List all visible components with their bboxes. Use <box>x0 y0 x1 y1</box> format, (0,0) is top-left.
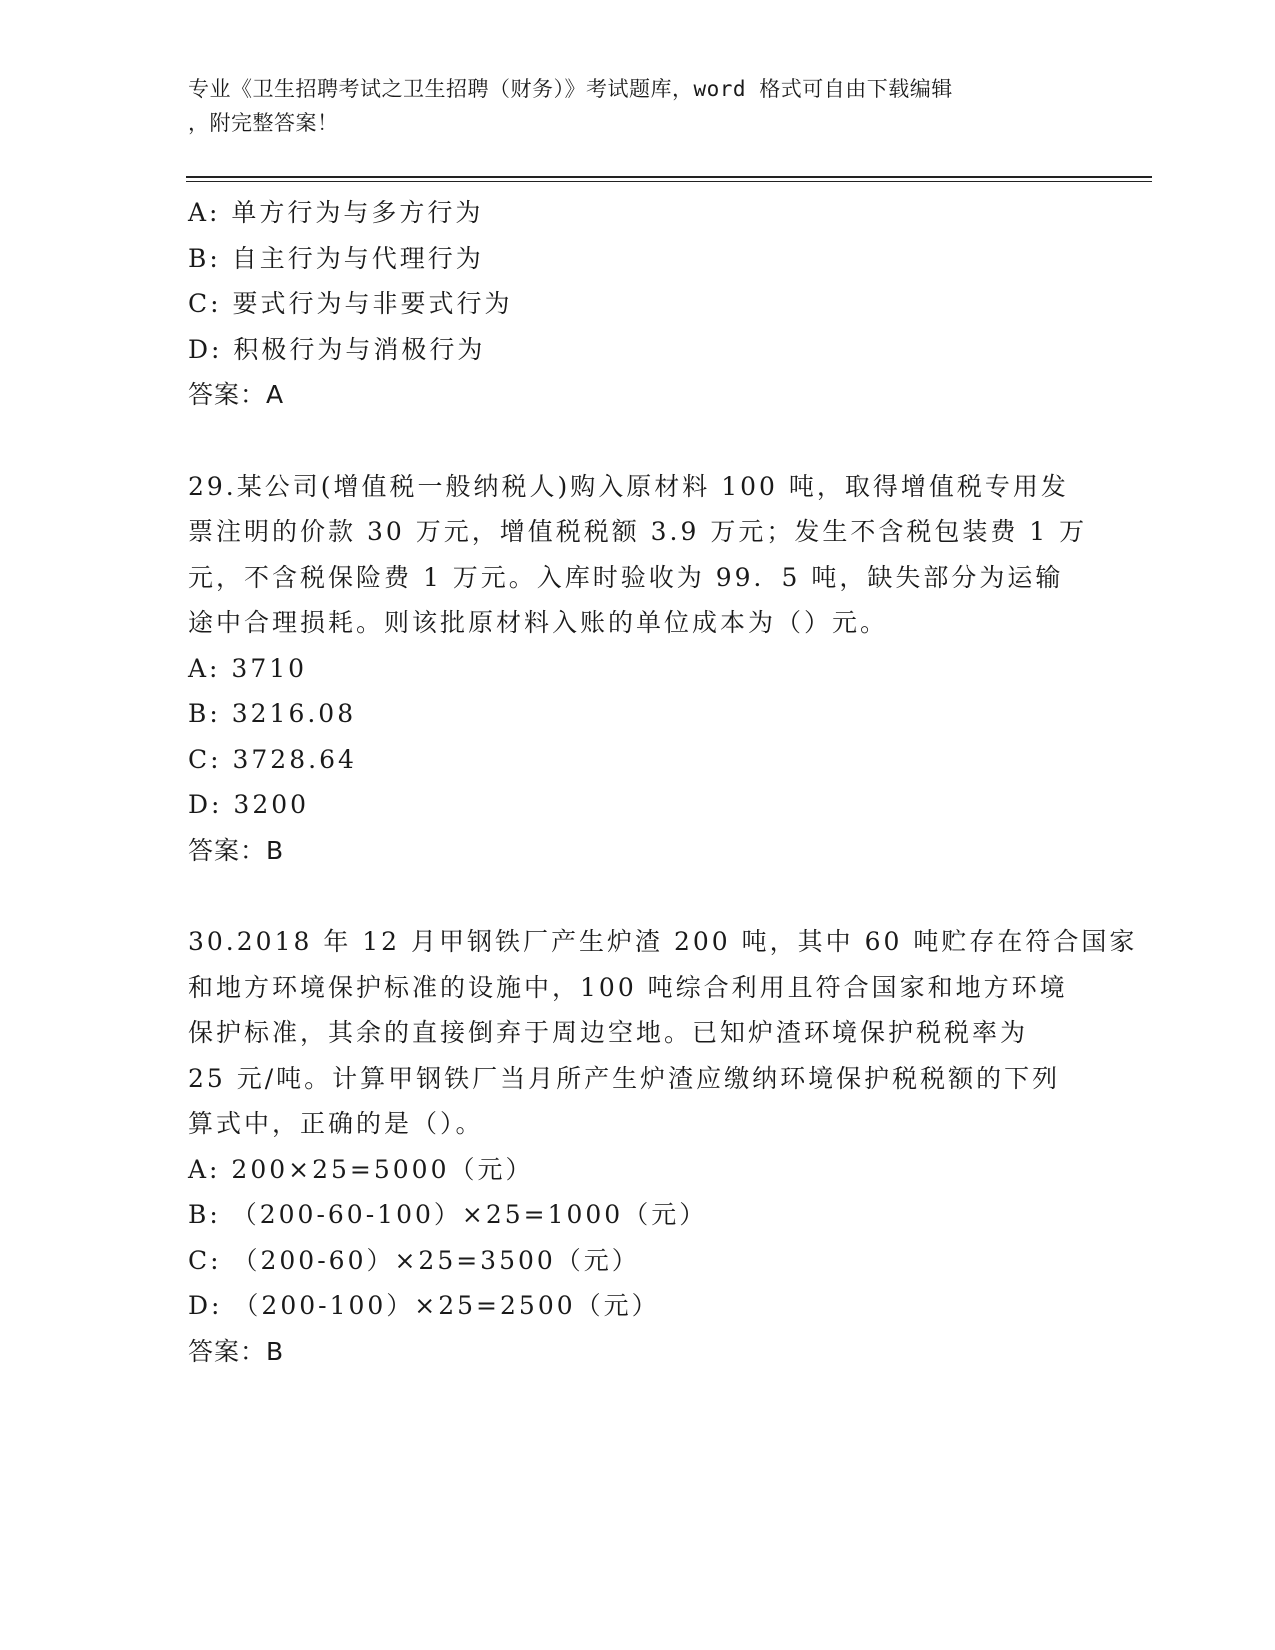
stem-line: 票注明的价款 30 万元，增值税税额 3.9 万元；发生不含税包装费 1 万 <box>188 517 1088 546</box>
option-a: A: 200×25=5000（元） <box>188 1154 534 1184</box>
question-stem <box>188 464 1088 646</box>
option-a: A: 3710 <box>188 653 308 683</box>
option-a: A: 单方行为与多方行为 <box>188 198 484 227</box>
document-header <box>188 72 1088 140</box>
stem-line: 元，不含税保险费 1 万元。入库时验收为 99．5 吨，缺失部分为运输 <box>188 562 1064 592</box>
answer-line: 答案：A <box>188 380 285 409</box>
question-29 <box>188 464 1088 874</box>
stem-line: 保护标准，其余的直接倒弃于周边空地。已知炉渣环境保护税税率为 <box>188 1018 1029 1047</box>
option-b: B: 3216.08 <box>188 699 357 728</box>
question-30 <box>188 919 1138 1374</box>
answer-line: 答案：B <box>188 835 285 865</box>
header-rule-thick <box>186 176 1152 178</box>
question-stem <box>188 919 1138 1147</box>
question-28 <box>188 190 1088 418</box>
stem-line: 29.某公司(增值税一般纳税人)购入原材料 100 吨，取得增值税专用发 <box>188 471 1069 501</box>
question-spacer <box>188 418 1088 464</box>
option-d: D: 积极行为与消极行为 <box>188 334 486 364</box>
option-c: C: 要式行为与非要式行为 <box>188 289 513 318</box>
stem-line: 算式中，正确的是（）。 <box>188 1109 484 1138</box>
option-b: B: 自主行为与代理行为 <box>188 243 484 273</box>
option-b: B: （200-60-100）×25=1000（元） <box>188 1200 708 1229</box>
option-c: C: （200-60）×25=3500（元） <box>188 1245 640 1275</box>
header-rule-thin <box>186 181 1152 182</box>
header-line-1: 专业《卫生招聘考试之卫生招聘（财务）》考试题库，word 格式可自由下载编辑 <box>188 77 953 101</box>
stem-line: 和地方环境保护标准的设施中，100 吨综合利用且符合国家和地方环境 <box>188 972 1068 1002</box>
answer-line: 答案：B <box>188 1336 285 1366</box>
option-c: C: 3728.64 <box>188 744 357 774</box>
header-line-2: ，附完整答案！ <box>188 111 339 135</box>
stem-line: 25 元/吨。计算甲钢铁厂当月所产生炉渣应缴纳环境保护税税额的下列 <box>188 1063 1061 1093</box>
question-content <box>188 190 1138 1374</box>
option-d: D: （200-100）×25=2500（元） <box>188 1291 660 1320</box>
question-spacer <box>188 873 1088 919</box>
option-d: D: 3200 <box>188 790 310 819</box>
stem-line: 途中合理损耗。则该批原材料入账的单位成本为（）元。 <box>188 608 889 637</box>
stem-line: 30.2018 年 12 月甲钢铁厂产生炉渣 200 吨，其中 60 吨贮存在符合国家 <box>188 927 1138 956</box>
